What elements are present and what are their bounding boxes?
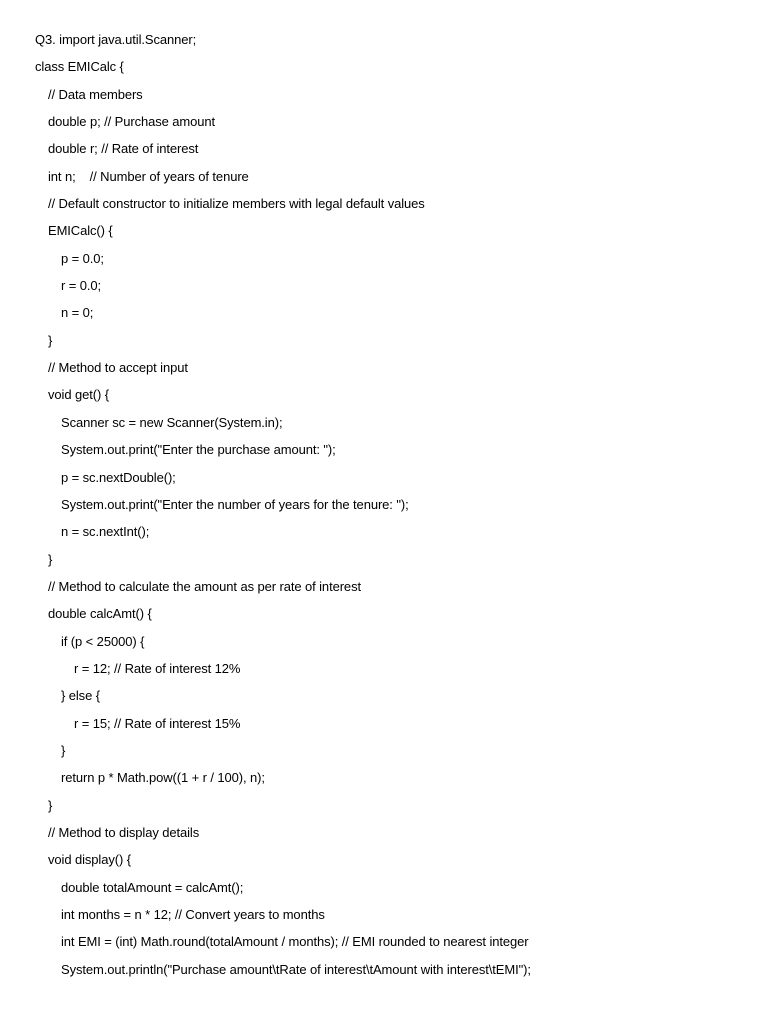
code-line: p = 0.0; — [61, 250, 104, 266]
code-line: } else { — [61, 688, 100, 704]
code-line: r = 12; // Rate of interest 12% — [74, 660, 241, 676]
code-line: // Method to display details — [48, 824, 200, 840]
code-line: int months = n * 12; // Convert years to months — [61, 907, 325, 922]
code-line: // Method to calculate the amount as per rate of interest — [48, 578, 361, 594]
code-line: double p; // Purchase amount — [48, 114, 216, 130]
code-line: Q3. import java.util.Scanner; — [35, 32, 197, 47]
code-line: // Data members — [48, 86, 143, 102]
code-line: double calcAmt() { — [48, 606, 152, 622]
code-line: n = 0; — [61, 305, 94, 321]
code-line: class EMICalc { — [35, 59, 124, 75]
code-line: int EMI = (int) Math.round(totalAmount / months); // EMI rounded to nearest integer — [61, 934, 529, 950]
code-line: System.out.print("Enter the purchase amount: "); — [61, 442, 336, 458]
code-line: System.out.print("Enter the number of years for the tenure: "); — [61, 496, 409, 512]
code-line: return p * Math.pow((1 + r / 100), n); — [61, 770, 265, 786]
code-line: r = 0.0; — [61, 278, 102, 294]
code-block — [35, 33, 748, 990]
code-line: } — [61, 742, 66, 758]
code-line: } — [48, 332, 53, 348]
code-line: void get() { — [48, 387, 109, 403]
code-line: EMICalc() { — [48, 223, 113, 239]
code-line: p = sc.nextDouble(); — [61, 469, 176, 485]
code-line: // Default constructor to initialize members with legal default values — [48, 196, 425, 212]
code-line: } — [48, 551, 53, 567]
code-line: // Method to accept input — [48, 360, 188, 376]
code-line: double totalAmount = calcAmt(); — [61, 879, 244, 895]
code-line: double r; // Rate of interest — [48, 141, 199, 157]
code-line: if (p < 25000) { — [61, 633, 145, 649]
code-line: void display() { — [48, 852, 131, 868]
code-line: int n; // Number of years of tenure — [48, 168, 249, 184]
code-line: n = sc.nextInt(); — [61, 524, 150, 540]
code-line: } — [48, 797, 53, 813]
code-line: System.out.println("Purchase amount\tRate of interest\tAmount with interest\tEMI"); — [61, 961, 531, 977]
code-line: Scanner sc = new Scanner(System.in); — [61, 414, 283, 430]
code-line: r = 15; // Rate of interest 15% — [74, 715, 241, 731]
